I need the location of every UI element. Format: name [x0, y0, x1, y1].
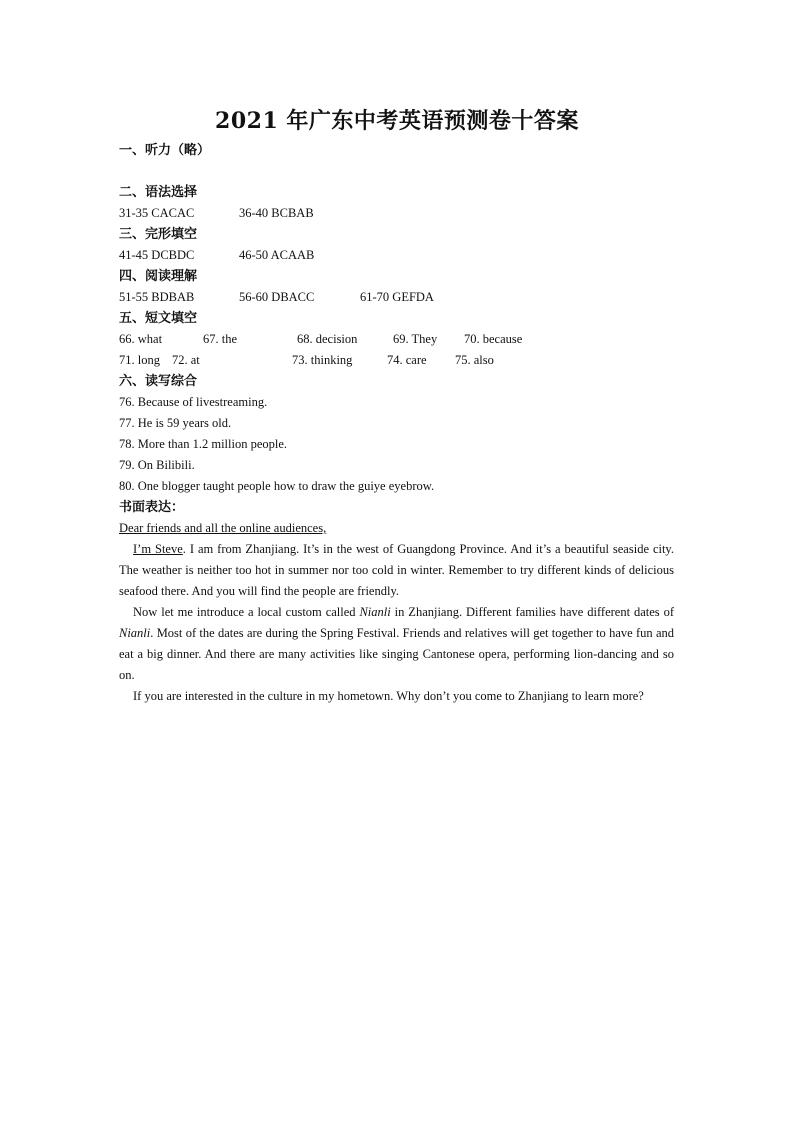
- section-listening-heading: 一、听力（略）: [119, 143, 211, 158]
- answer-line: 76. Because of livestreaming.: [119, 395, 268, 409]
- grammar-answers: [119, 203, 674, 224]
- blank-filling-row-1: [119, 329, 674, 350]
- section-blank-filling-heading: 五、短文填空: [119, 311, 198, 326]
- essay-paragraph-2: [119, 602, 674, 686]
- answer-item: 74. care: [387, 353, 427, 367]
- essay-paragraph-3: If you are interested in the culture in my hometown. Why don’t you come to Zhanjiang to learn more?: [133, 689, 644, 703]
- answer-item: 61-70 GEFDA: [360, 290, 434, 304]
- answer-item: 66. what: [119, 332, 163, 346]
- answer-item: 69. They: [393, 332, 438, 346]
- page-title: 2021 年广东中考英语预测卷十答案: [215, 108, 579, 134]
- section-writing-heading: 书面表达：: [119, 500, 185, 515]
- paragraph-text: in Zhanjiang. Different families have different dates of: [390, 605, 675, 619]
- answer-item: 67. the: [203, 332, 238, 346]
- answer-item: 31-35 CACAC: [119, 206, 195, 220]
- reading-answers: [119, 287, 674, 308]
- italic-term: Nianli: [119, 626, 151, 640]
- answer-line: 78. More than 1.2 million people.: [119, 437, 288, 451]
- answer-item: 71. long: [119, 353, 160, 367]
- cloze-answers: [119, 245, 674, 266]
- paragraph-text: . I am from Zhanjiang. It’s in the west of Guangdong Province. And it’s a beautiful seaside city. The weather is neither too hot in summer nor too cold in winter. Remember to try different kinds of delicious seafood there. And you will find the people are friendly.: [119, 542, 674, 598]
- section-cloze-heading: 三、完形填空: [119, 227, 198, 242]
- paragraph-text: . Most of the dates are during the Spring Festival. Friends and relatives will get together to have fun and eat a big dinner. And there are many activities like singing Cantonese opera, performing lion-dancing and so on.: [119, 626, 674, 682]
- spacer: [119, 161, 674, 182]
- italic-term: Nianli: [359, 605, 391, 619]
- answer-line: 79. On Bilibili.: [119, 458, 195, 472]
- answer-item: 68. decision: [297, 332, 358, 346]
- answer-item: 56-60 DBACC: [239, 290, 315, 304]
- answer-content: [119, 140, 674, 707]
- answer-item: 41-45 DCBDC: [119, 248, 195, 262]
- answer-item: 70. because: [464, 332, 523, 346]
- answer-item: 36-40 BCBAB: [239, 206, 314, 220]
- answer-line: 77. He is 59 years old.: [119, 416, 232, 430]
- answer-item: 73. thinking: [292, 353, 353, 367]
- answer-item: 46-50 ACAAB: [239, 248, 315, 262]
- answer-item: 72. at: [172, 353, 200, 367]
- underlined-phrase: I’m Steve: [133, 542, 183, 556]
- blank-filling-row-2: [119, 350, 674, 371]
- answer-item: 75. also: [455, 353, 494, 367]
- answer-item: 51-55 BDBAB: [119, 290, 195, 304]
- section-comprehensive-heading: 六、读写综合: [119, 374, 198, 389]
- paragraph-text: Now let me introduce a local custom called: [133, 605, 360, 619]
- section-reading-heading: 四、阅读理解: [119, 269, 198, 284]
- essay-paragraph-1: [119, 539, 674, 602]
- letter-greeting: Dear friends and all the online audiences,: [119, 521, 327, 535]
- section-grammar-heading: 二、语法选择: [119, 185, 198, 200]
- answer-line: 80. One blogger taught people how to draw the guiye eyebrow.: [119, 479, 435, 493]
